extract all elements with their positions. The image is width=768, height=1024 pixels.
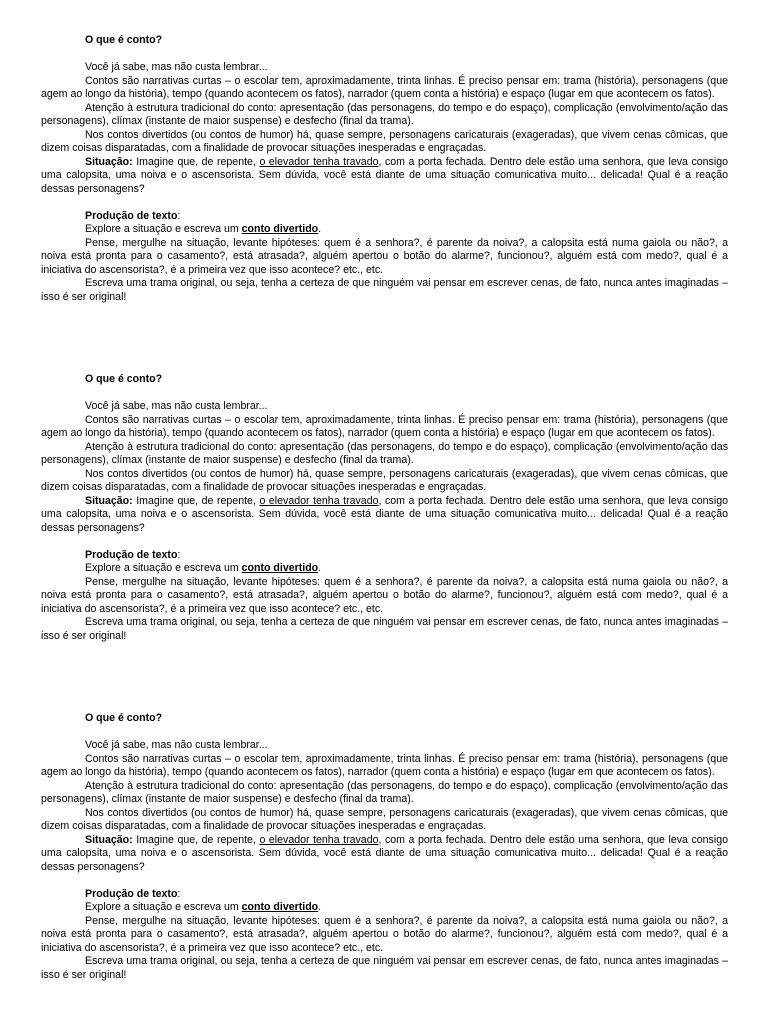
explore-text-post: . bbox=[318, 901, 322, 913]
explore-text-pre: Explore a situação e escreva um bbox=[85, 901, 242, 913]
explore-text-pre: Explore a situação e escreva um bbox=[85, 223, 242, 235]
paragraph-structure: Atenção à estrutura tradicional do conto: apresentação (das personagens, do tempo e do espaço), complicação (envolvimento/ação das personagens), clímax (instante de maior suspense) e desfecho (final da trama). bbox=[41, 779, 728, 805]
document-section-1 bbox=[41, 34, 728, 304]
situation-label: Situação: bbox=[85, 494, 133, 507]
paragraph-situation bbox=[41, 156, 728, 197]
paragraph-explore bbox=[41, 562, 728, 576]
paragraph-humor: Nos contos divertidos (ou contos de humor) há, quase sempre, personagens caricaturais (exageradas), que vivem cenas cômicas, que dizem coisas disparatadas, com a finalidade de provocar situações inesperadas e engraçadas. bbox=[41, 128, 728, 154]
paragraph-explore bbox=[41, 223, 728, 237]
paragraph-definition: Contos são narrativas curtas – o escolar tem, aproximadamente, trinta linhas. É preciso pensar em: trama (história), personagens (que agem ao longo da história), tempo (quando acontecem os fatos), narrador (quem conta a história) e espaço (lugar em que acontecem os fatos). bbox=[41, 752, 728, 778]
explore-text-post: . bbox=[318, 223, 322, 235]
production-colon: : bbox=[177, 548, 181, 561]
section-title: O que é conto? bbox=[85, 373, 163, 385]
explore-highlight: conto divertido bbox=[241, 562, 319, 574]
situation-text-pre: Imagine que, de repente, bbox=[132, 833, 260, 846]
intro-line: Você já sabe, mas não custa lembrar... bbox=[85, 400, 268, 412]
situation-label: Situação: bbox=[85, 833, 133, 846]
situation-label: Situação: bbox=[85, 155, 133, 168]
paragraph-humor: Nos contos divertidos (ou contos de humor) há, quase sempre, personagens caricaturais (exageradas), que vivem cenas cômicas, que dizem coisas disparatadas, com a finalidade de provocar situações inesperadas e engraçadas. bbox=[41, 806, 728, 832]
explore-text-pre: Explore a situação e escreva um bbox=[85, 562, 242, 574]
paragraph-definition: Contos são narrativas curtas – o escolar tem, aproximadamente, trinta linhas. É preciso pensar em: trama (história), personagens (que agem ao longo da história), tempo (quando acontecem os fatos), narrador (quem conta a história) e espaço (lugar em que acontecem os fatos). bbox=[41, 74, 728, 100]
production-label: Produção de texto bbox=[85, 887, 178, 900]
paragraph-situation bbox=[41, 495, 728, 536]
explore-text-post: . bbox=[318, 562, 322, 574]
paragraph-write: Escreva uma trama original, ou seja, tenha a certeza de que ninguém vai pensar em escrever cenas, de fato, nunca antes imaginadas – isso é ser original! bbox=[41, 616, 728, 642]
paragraph-write: Escreva uma trama original, ou seja, tenha a certeza de que ninguém vai pensar em escrever cenas, de fato, nunca antes imaginadas – isso é ser original! bbox=[41, 955, 728, 981]
production-heading bbox=[41, 888, 728, 902]
situation-text-post: , com a porta fechada. Dentro dele estão uma senhora, que leva consigo uma calopsita, uma noiva e o ascensorista. Sem dúvida, você está diante de uma situação comunicativa muito... delicada! Qual é a reação dessas personagens? bbox=[41, 833, 728, 873]
production-label: Produção de texto bbox=[85, 209, 178, 222]
document-section-3 bbox=[41, 712, 728, 982]
paragraph-think: Pense, mergulhe na situação, levante hipóteses: quem é a senhora?, é parente da noiva?, a calopsita está numa gaiola ou não?, a noiva está pronta para o casamento?, está atrasada?, alguém apertou o botão do alarme?, funcionou?, alguém está com medo?, qual é a iniciativa do ascensorista?, é a primeira vez que isso acontece? etc., etc. bbox=[41, 914, 728, 954]
production-heading bbox=[41, 549, 728, 563]
intro-line: Você já sabe, mas não custa lembrar... bbox=[85, 61, 268, 73]
paragraph-structure: Atenção à estrutura tradicional do conto: apresentação (das personagens, do tempo e do espaço), complicação (envolvimento/ação das personagens), clímax (instante de maior suspense) e desfecho (final da trama). bbox=[41, 101, 728, 127]
situation-text-post: , com a porta fechada. Dentro dele estão uma senhora, que leva consigo uma calopsita, uma noiva e o ascensorista. Sem dúvida, você está diante de uma situação comunicativa muito... delicada! Qual é a reação dessas personagens? bbox=[41, 494, 728, 534]
explore-highlight: conto divertido bbox=[241, 901, 319, 913]
paragraph-definition: Contos são narrativas curtas – o escolar tem, aproximadamente, trinta linhas. É preciso pensar em: trama (história), personagens (que agem ao longo da história), tempo (quando acontecem os fatos), narrador (quem conta a história) e espaço (lugar em que acontecem os fatos). bbox=[41, 413, 728, 439]
section-title: O que é conto? bbox=[85, 34, 163, 46]
situation-text-pre: Imagine que, de repente, bbox=[132, 155, 260, 168]
situation-highlight: o elevador tenha travado bbox=[259, 155, 379, 168]
situation-text-post: , com a porta fechada. Dentro dele estão uma senhora, que leva consigo uma calopsita, uma noiva e o ascensorista. Sem dúvida, você está diante de uma situação comunicativa muito... delicada! Qual é a reação dessas personagens? bbox=[41, 155, 728, 195]
paragraph-humor: Nos contos divertidos (ou contos de humor) há, quase sempre, personagens caricaturais (exageradas), que vivem cenas cômicas, que dizem coisas disparatadas, com a finalidade de provocar situações inesperadas e engraçadas. bbox=[41, 467, 728, 493]
intro-line: Você já sabe, mas não custa lembrar... bbox=[85, 739, 268, 751]
production-colon: : bbox=[177, 209, 181, 222]
explore-highlight: conto divertido bbox=[241, 223, 319, 235]
paragraph-think: Pense, mergulhe na situação, levante hipóteses: quem é a senhora?, é parente da noiva?, a calopsita está numa gaiola ou não?, a noiva está pronta para o casamento?, está atrasada?, alguém apertou o botão do alarme?, funcionou?, alguém está com medo?, qual é a iniciativa do ascensorista?, é a primeira vez que isso acontece? etc., etc. bbox=[41, 236, 728, 276]
production-colon: : bbox=[177, 887, 181, 900]
production-heading bbox=[41, 210, 728, 224]
situation-highlight: o elevador tenha travado bbox=[259, 494, 379, 507]
situation-highlight: o elevador tenha travado bbox=[259, 833, 379, 846]
production-label: Produção de texto bbox=[85, 548, 178, 561]
paragraph-write: Escreva uma trama original, ou seja, tenha a certeza de que ninguém vai pensar em escrever cenas, de fato, nunca antes imaginadas – isso é ser original! bbox=[41, 277, 728, 303]
paragraph-explore bbox=[41, 901, 728, 915]
paragraph-situation bbox=[41, 834, 728, 875]
paragraph-think: Pense, mergulhe na situação, levante hipóteses: quem é a senhora?, é parente da noiva?, a calopsita está numa gaiola ou não?, a noiva está pronta para o casamento?, está atrasada?, alguém apertou o botão do alarme?, funcionou?, alguém está com medo?, qual é a iniciativa do ascensorista?, é a primeira vez que isso acontece? etc., etc. bbox=[41, 575, 728, 615]
document-section-2 bbox=[41, 373, 728, 643]
section-title: O que é conto? bbox=[85, 712, 163, 724]
situation-text-pre: Imagine que, de repente, bbox=[132, 494, 260, 507]
paragraph-structure: Atenção à estrutura tradicional do conto: apresentação (das personagens, do tempo e do espaço), complicação (envolvimento/ação das personagens), clímax (instante de maior suspense) e desfecho (final da trama). bbox=[41, 440, 728, 466]
